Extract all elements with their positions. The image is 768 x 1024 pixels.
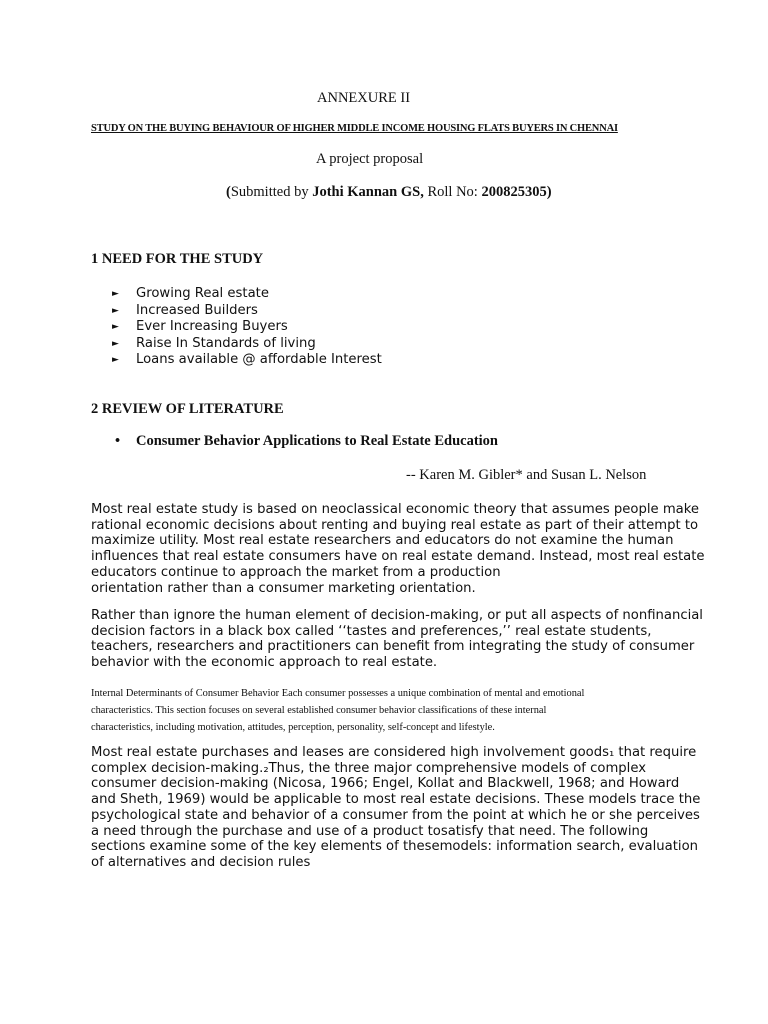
article-authors: -- Karen M. Gibler* and Susan L. Nelson [406, 467, 647, 483]
need-list [112, 286, 382, 369]
submission-open-paren: ( [226, 184, 231, 200]
article-title: Consumer Behavior Applications to Real Estate Education [136, 433, 498, 449]
list-item-text: Loans available @ affordable Interest [136, 352, 382, 368]
proposal-label: A project proposal [316, 151, 424, 167]
list-item [112, 303, 382, 320]
list-item-text: Growing Real estate [136, 286, 269, 301]
list-item-text: Increased Builders [136, 302, 258, 318]
section-heading-need: 1 NEED FOR THE STUDY [91, 251, 264, 267]
list-item [112, 336, 382, 353]
bullet-dot-icon: • [115, 433, 121, 449]
paragraph-human-element: Rather than ignore the human element of decision-making, or put all aspects of nonfinancial decision factors in a black box called ‘‘tastes and preferences,’’ real estate students, teachers, researchers and practitioners can benefit from integrating the study of consumer behavior with the economic approach to real estate. [91, 608, 703, 671]
submission-prefix: Submitted by [230, 184, 313, 200]
annexure-title: ANNEXURE II [317, 90, 411, 106]
arrow-bullet-icon: ► [112, 289, 119, 299]
submission-line [226, 184, 552, 201]
arrow-bullet-icon: ► [112, 338, 119, 349]
roll-number: 200825305) [481, 184, 552, 200]
author-name: Jothi Kannan GS [312, 184, 421, 200]
section-heading-literature: 2 REVIEW OF LITERATURE [91, 401, 284, 417]
roll-label: Roll No: [423, 184, 482, 200]
paragraph-decision-models: Most real estate purchases and leases are considered high involvement goods₁ that require complex decision-making.₂Thus, the three major comprehensive models of complex consumer decision-making (Nicosa, 1966; Engel, Kollat and Blackwell, 1968; and Howard and Sheth, 1969) would be applicable to most real estate decisions. These models trace the psychological state and behavior of a consumer from the point at which he or she perceives a need through the purchase and use of a product tosatisfy that need. The following sections examine some of the key elements of thesemodels: information search, evaluation of alternatives and decision rules [91, 745, 701, 870]
arrow-bullet-icon: ► [112, 322, 119, 333]
list-item [112, 352, 382, 369]
paragraph-internal-determinants: Internal Determinants of Consumer Behavior Each consumer possesses a unique combination of mental and emotional characteristics. This section focuses on several established consumer behavior classifications of these internal characteristics, including motivation, attitudes, perception, personality, self-concept and lifestyle. [91, 688, 585, 733]
list-item [112, 319, 382, 336]
paragraph-neoclassical: Most real estate study is based on neoclassical economic theory that assumes people make rational economic decisions about renting and buying real estate as part of their attempt to maximize utility. Most real estate researchers and educators do not examine the human influences that real estate consumers have on real estate demand. Instead, most real estate educators continue to approach the market from a production orientation rather than a consumer marketing orientation. [91, 502, 705, 596]
list-item-text: Ever Increasing Buyers [136, 319, 288, 335]
list-item-text: Raise In Standards of living [136, 335, 316, 351]
arrow-bullet-icon: ► [112, 305, 119, 316]
study-title: STUDY ON THE BUYING BEHAVIOUR OF HIGHER MIDDLE INCOME HOUSING FLATS BUYERS IN CHENNAI [91, 123, 618, 134]
literature-item [115, 433, 498, 450]
arrow-bullet-icon: ► [112, 355, 119, 366]
list-item [112, 286, 382, 303]
submission-comma: , [420, 184, 424, 200]
